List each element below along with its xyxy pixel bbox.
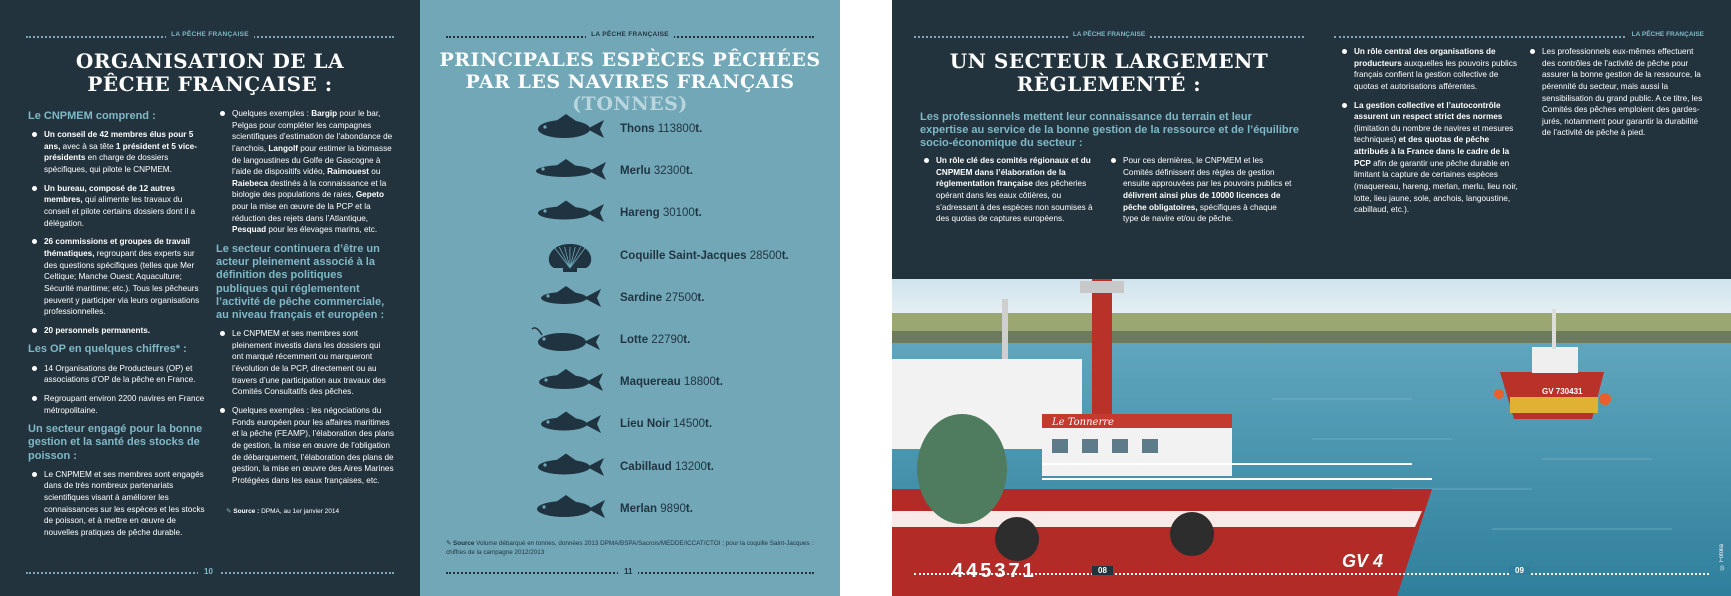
mackerel-icon — [530, 365, 610, 399]
species-tonnage: 13200 — [671, 460, 707, 473]
species-unit: t. — [685, 502, 693, 515]
species-unit: t. — [694, 207, 702, 220]
species-label — [620, 461, 714, 473]
species-tonnage: 32300 — [650, 165, 686, 178]
species-tonnage: 18800 — [680, 376, 716, 389]
species-row — [530, 323, 690, 357]
bullet-list — [216, 108, 394, 236]
svg-text:445371: 445371 — [952, 560, 1037, 582]
running-header: LA PÊCHE FRANÇAISE — [1334, 31, 1709, 38]
hake-icon — [530, 154, 610, 188]
species-tonnage: 9890 — [657, 502, 686, 515]
bullet-list — [1526, 46, 1706, 146]
species-tonnage: 113800 — [654, 123, 696, 135]
page-number: 11 — [618, 567, 638, 576]
species-tonnage: 14500 — [669, 418, 706, 431]
species-row — [530, 196, 702, 230]
bullet-list — [920, 155, 1105, 232]
list-item: Les professionnels eux-mêmes effectuent des contrôles de l’activité de pêche pour assurer la bonne gestion de la ressource, la pérennité du secteur, mais aussi la sensibilisation du grand public. A ce titre, les Comités des pêches emploient des gardes-jurés, notamment pour garantir la durabilité de l’activité de pêche à pied. — [1526, 46, 1706, 139]
section-heading: Les OP en quelques chiffres* : — [28, 343, 187, 356]
page-08-09 — [892, 0, 1731, 596]
species-unit: t. — [705, 418, 713, 431]
species-tonnage: 30100 — [659, 207, 695, 220]
species-name: Coquille Saint-Jacques — [620, 249, 747, 262]
list-item: Un bureau, composé de 12 autres membres, qui alimente les travaux du conseil et pilote certains dossiers dont il a délégation. — [28, 183, 206, 230]
species-tonnage: 28500 — [746, 249, 782, 262]
bottom-dotted-rule — [914, 573, 1709, 575]
saithe-icon — [530, 407, 610, 441]
bullet-list — [216, 328, 394, 486]
list-item: Le CNPMEM et ses membres sont pleinement investis dans les dossiers qui ont marqué récemment ou marqueront l’évolution de la PCP, directement ou au travers d’une participation aux travaux des Comités Consultatifs des pêches. — [216, 328, 394, 398]
species-unit: t. — [781, 249, 789, 262]
page-title: UN SECTEUR LARGEMENT RÈGLEMENTÉ : — [949, 49, 1269, 96]
list-item: Regroupant environ 2200 navires en France métropolitaine. — [28, 393, 206, 416]
section-heading: Le secteur continuera d’être un acteur pleinement associé à la définition des politiques publiques qui réglementent l’activité de pêche commerciale, au niveau français et européen : — [216, 243, 385, 321]
species-name: Thons — [620, 123, 655, 135]
list-item: La gestion collective et l’autocontrôle assurent un respect strict des normes (limitation du nombre de navires et mesures techniques) et des quotas de pêche attribués à la France dans le cadre de la PCP afin de garantir une pêche durable en limitant la capture de certaines espèces (maquereau, hareng, merlan, merlu, lieu noir, lotte, lieu jaune, sole, anchois, langoustine, cabillaud, etc.). — [1338, 100, 1518, 216]
species-label — [620, 123, 702, 135]
photo-credit: © Fotolia — [1719, 544, 1725, 570]
spread-gap — [840, 0, 892, 596]
intro-text: Les professionnels mettent leur connaissance du terrain et leur expertise au service de la bonne gestion de la ressource et de l’équilibre socio-économique du secteur : — [920, 111, 1300, 150]
monkfish-icon — [530, 323, 610, 357]
fishing-boats-illustration — [892, 279, 1731, 596]
species-tonnage: 27500 — [662, 291, 698, 304]
running-header: LA PÊCHE FRANÇAISE — [420, 31, 840, 38]
species-name: Sardine — [620, 291, 663, 304]
sardine-icon — [530, 281, 610, 315]
list-item: Quelques exemples : les négociations du Fonds européen pour les affaires maritimes et la pêche (FEAMP), l’élaboration des plans de gestion, la mise en œuvre de l’obligation de débarquement, l’élaboration des plans de gestion, la mise en œuvre des Aires Marines Protégées dans les eaux françaises, etc. — [216, 405, 394, 486]
species-row — [530, 112, 702, 146]
species-unit: t. — [695, 123, 703, 135]
page-number: 09 — [1509, 566, 1530, 575]
species-name: Merlan — [620, 502, 658, 515]
page-10 — [0, 0, 420, 596]
column-left — [28, 106, 206, 546]
whiting-icon — [530, 492, 610, 526]
species-label — [620, 376, 723, 388]
tuna-icon — [530, 112, 610, 146]
list-item: 20 personnels permanents. — [28, 325, 206, 337]
species-row — [530, 407, 712, 441]
species-row — [530, 239, 789, 273]
section-heading: Un secteur engagé pour la bonne gestion et la santé des stocks de poisson : — [28, 423, 203, 462]
species-row — [530, 365, 723, 399]
species-unit: t. — [685, 165, 693, 178]
species-name: Lotte — [620, 334, 649, 346]
species-row — [530, 281, 704, 315]
list-item: Pour ces dernières, le CNPMEM et les Comités définissent des règles de gestion ensuite approuvées par les pouvoirs publics et délivrent ainsi plus de 10000 licences de pêche obligatoires, spécifiques à chaque type de navire et/ou de pêche. — [1107, 155, 1292, 225]
svg-text:Le Tonnerre: Le Tonnerre — [1052, 417, 1114, 428]
species-tonnage: 22790 — [648, 334, 684, 346]
bullet-list — [28, 129, 206, 336]
species-unit: t. — [715, 376, 723, 389]
herring-icon — [530, 196, 610, 230]
pencil-icon: ✎ — [446, 540, 452, 547]
source-note: ✎ Source : DPMA, au 1er janvier 2014 — [226, 507, 340, 515]
species-label — [620, 250, 789, 262]
list-item: Un rôle central des organisations de producteurs auxquelles les pouvoirs publics français confient la gestion collective de quotas et autorisations afférentes. — [1338, 46, 1518, 93]
species-name: Merlu — [620, 165, 651, 178]
cod-icon — [530, 450, 610, 484]
species-name: Lieu Noir — [620, 418, 670, 431]
running-header: LA PÊCHE FRANÇAISE — [914, 31, 1304, 38]
running-header: LA PÊCHE FRANÇAISE — [0, 31, 420, 38]
harbour-photo — [892, 279, 1731, 596]
column-right — [216, 108, 394, 515]
species-label — [620, 165, 693, 177]
page-title: ORGANISATION DE LA PÊCHE FRANÇAISE : — [75, 49, 345, 96]
species-unit: t. — [697, 291, 705, 304]
title-unit: (TONNES) — [572, 92, 688, 115]
list-item: Le CNPMEM et ses membres sont engagés dans de très nombreux partenariats scientifiques visant à améliorer les connaissances sur les espèces et les stocks de poisson, et à mettre en œuvre de nouvelles pratiques de pêche durable. — [28, 469, 206, 539]
bullet-list — [28, 363, 206, 417]
pencil-icon: ✎ — [226, 507, 232, 515]
section-heading: Le CNPMEM comprend : — [28, 110, 156, 122]
source-note: ✎ Source Volume débarqué en tonnes, données 2013 DPMA/BSPA/Sacrois/MEDDE/ICCAT/CTOI ; pour la coquille Saint-Jacques : chiffres de la campagne 2012/2013 — [446, 540, 814, 556]
list-item: Un conseil de 42 membres élus pour 5 ans, avec à sa tête 1 président et 5 vice-présidents en charge de dossiers spécifiques, qui pilote le CNPMEM. — [28, 129, 206, 176]
list-item: Quelques exemples : Bargip pour le bar, Pelgas pour compléter les campagnes scientifiques d’estimation de l’abondance de l’anchois, Langolf pour estimer la biomasse de langoustines du Golfe de Gascogne à l’aide de dispositifs vidéo, Raimouest ou Raiebeca destinés à la connaissance et la biologie des populations de raies, Gepeto pour la mise en œuvre de la PCP et la réduction des rejets dans l’Atlantique, Pesquad pour les élevages marins, etc. — [216, 108, 394, 236]
species-label — [620, 292, 704, 304]
svg-text:GV 4: GV 4 — [1342, 551, 1384, 571]
species-row — [530, 492, 693, 526]
species-row — [530, 154, 693, 188]
svg-text:GV 730431: GV 730431 — [1542, 387, 1583, 396]
page-title: PRINCIPALES ESPÈCES PÊCHÉES PAR LES NAVIRES FRANÇAIS (TONNES) — [439, 49, 821, 115]
list-item: 14 Organisations de Producteurs (OP) et associations d’OP de la pêche en France. — [28, 363, 206, 386]
species-label — [620, 207, 702, 219]
page-number: 08 — [1092, 566, 1113, 575]
bullet-list — [28, 469, 206, 539]
scallop-icon — [530, 239, 610, 273]
bullet-list — [1107, 155, 1292, 232]
list-item: Un rôle clé des comités régionaux et du CNPMEM dans l’élaboration de la règlementation française des pêcheries opérant dans les eaux côtières, ou s’adressant à des espèces non soumises à des quotas de captures européens. — [920, 155, 1105, 225]
species-row — [530, 450, 714, 484]
species-label — [620, 503, 693, 515]
species-label — [620, 418, 712, 430]
species-name: Maquereau — [620, 376, 681, 389]
species-unit: t. — [683, 334, 691, 346]
species-name: Cabillaud — [620, 460, 672, 473]
species-name: Hareng — [620, 207, 660, 220]
species-unit: t. — [706, 460, 714, 473]
page-number: 10 — [198, 567, 219, 576]
list-item: 26 commissions et groupes de travail thématiques, regroupant des experts sur des questions spécifiques (telles que Mer Celtique; Manche Ouest; Aquaculture; Sécurité maritime; etc.). Tous les pêcheurs peuvent y participer via leurs organisations professionnelles. — [28, 236, 206, 317]
bullet-list — [1338, 46, 1518, 223]
species-label — [620, 334, 690, 346]
